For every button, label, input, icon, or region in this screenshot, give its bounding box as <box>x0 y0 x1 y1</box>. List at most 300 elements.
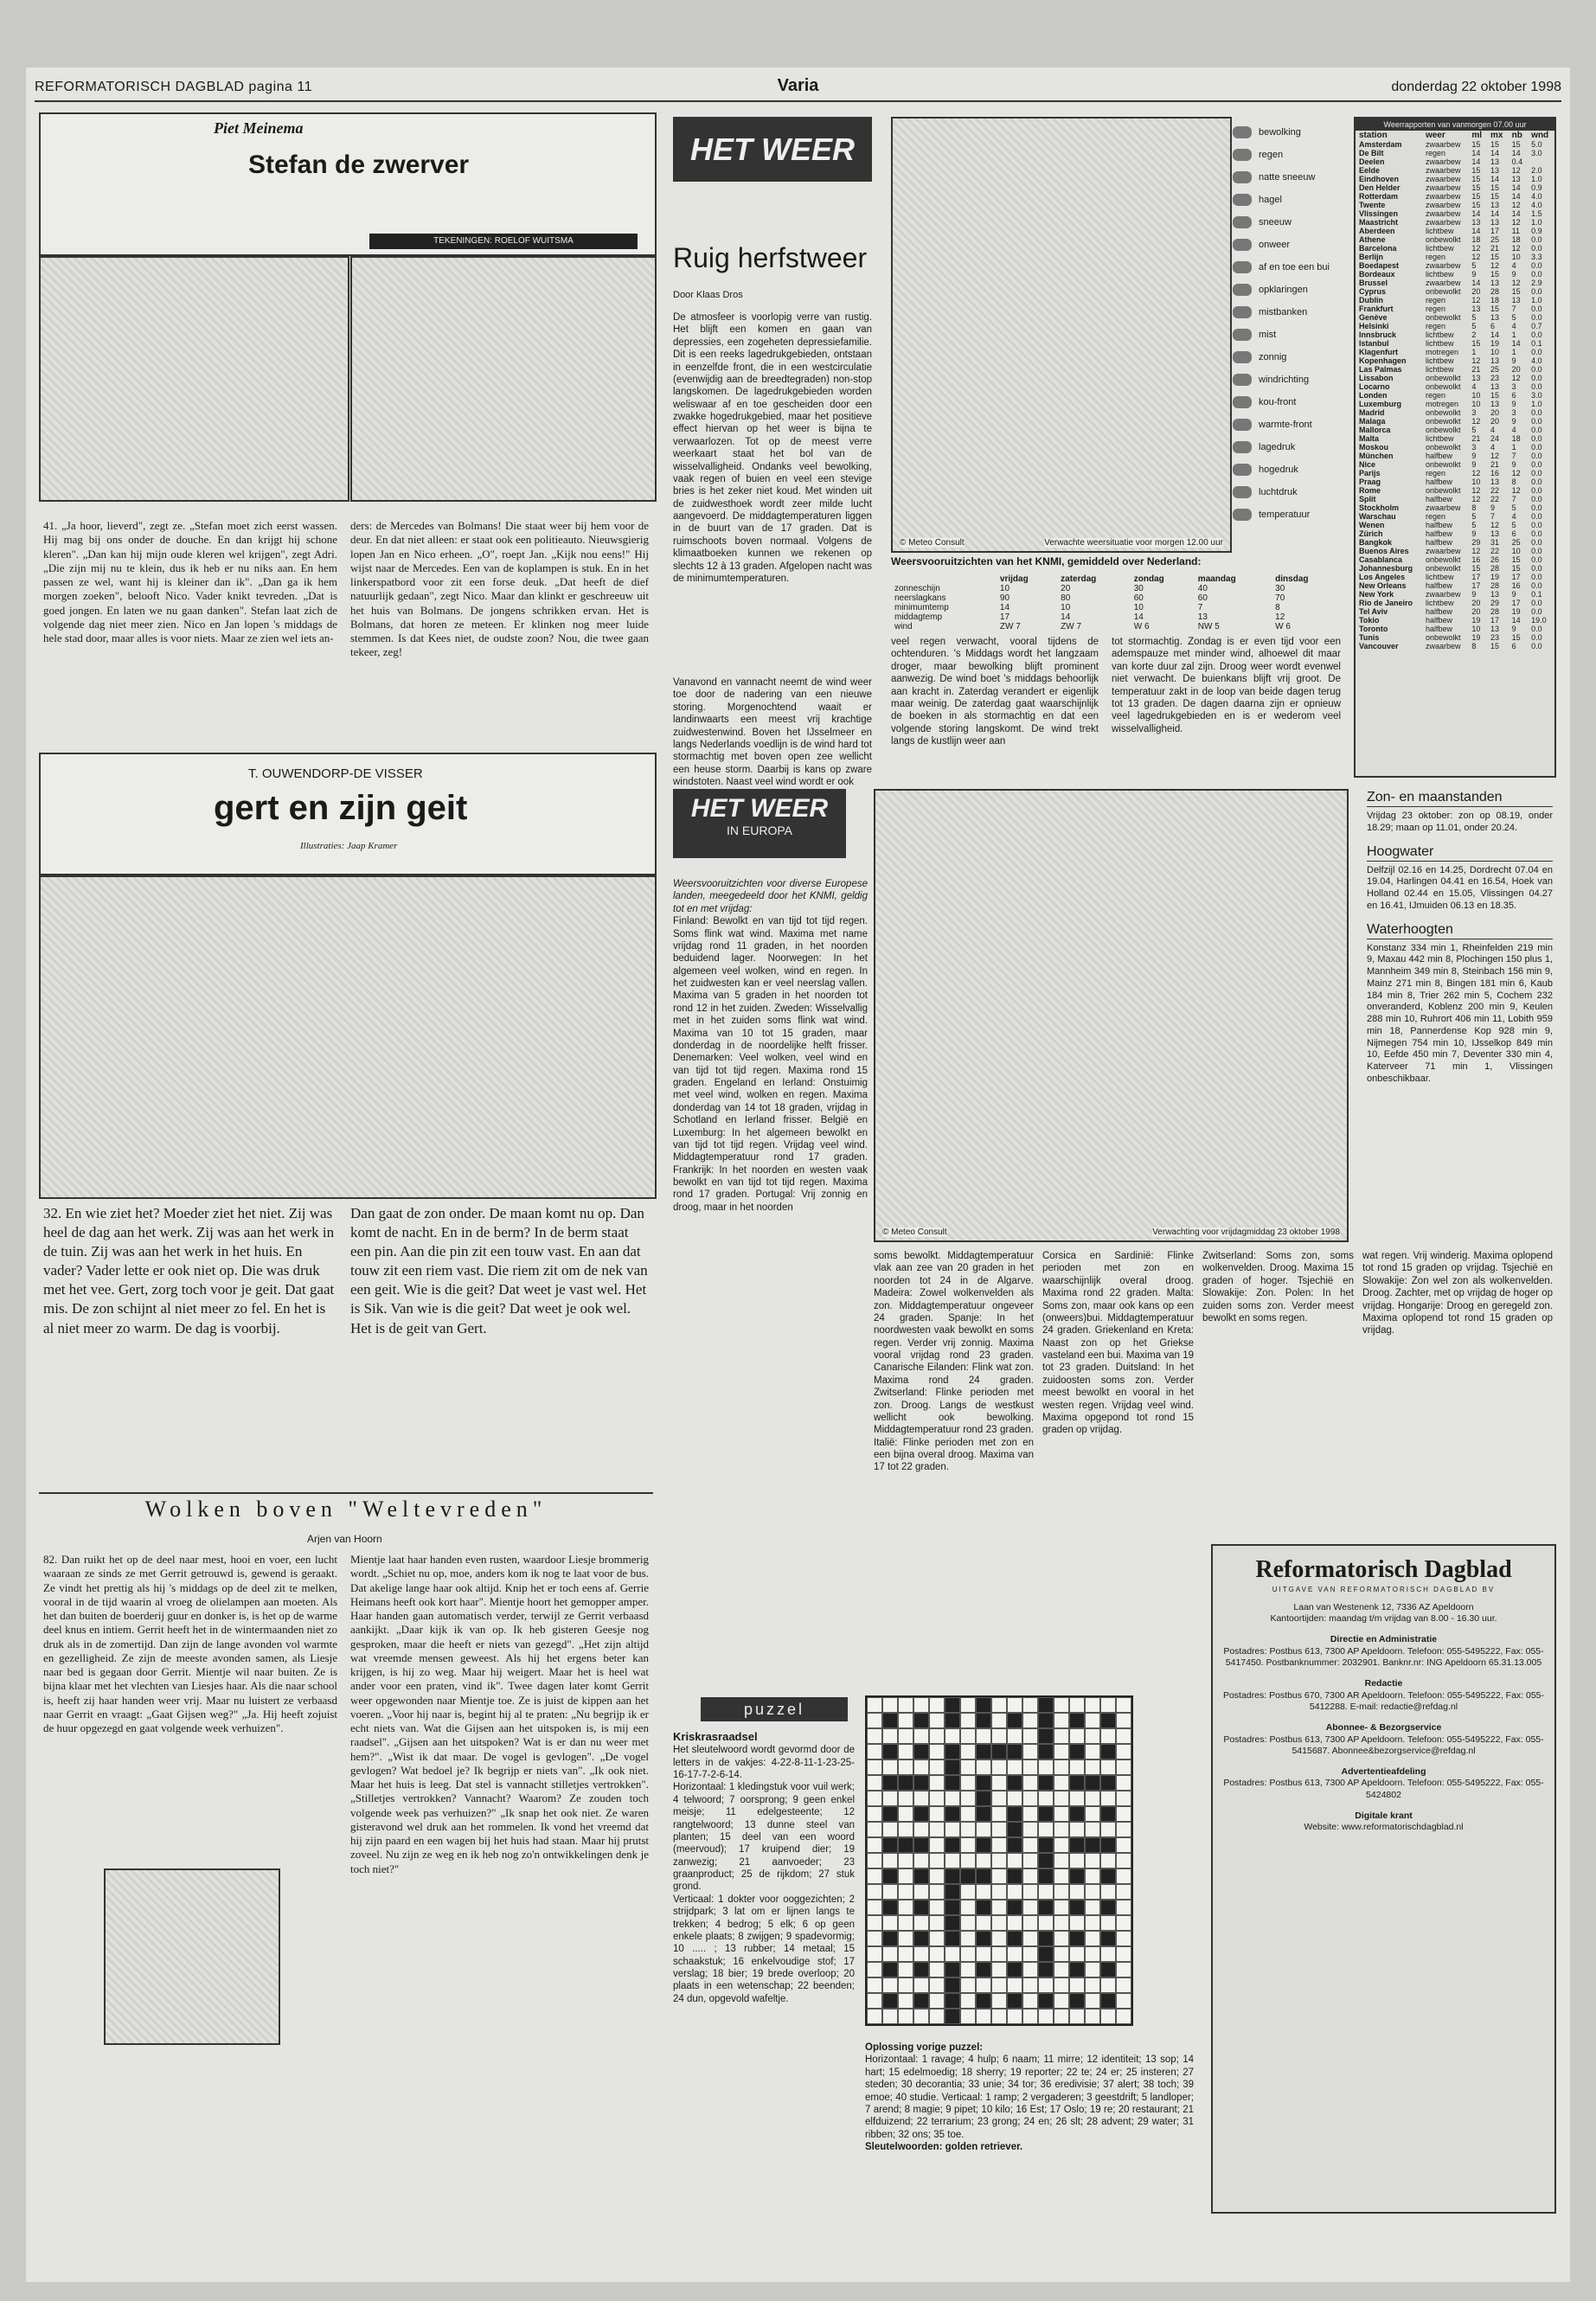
crossword-black-cell <box>913 1868 929 1884</box>
observations-cell: 12 <box>1471 253 1481 261</box>
crossword-cell <box>960 1713 976 1728</box>
observations-cell: 13 <box>1490 157 1499 166</box>
crossword-black-cell <box>976 1791 991 1806</box>
observations-cell: halfbew <box>1425 521 1452 529</box>
observations-cell: 12 <box>1471 495 1481 503</box>
observations-row <box>1356 469 1554 478</box>
observations-cell: 0.0 <box>1531 478 1542 486</box>
crossword-cell <box>1007 1915 1022 1931</box>
observations-cell: Malaga <box>1359 417 1386 426</box>
observations-cell: 22 <box>1490 495 1499 503</box>
observations-cell: 13 <box>1471 218 1481 227</box>
crossword-cell <box>898 1713 913 1728</box>
observations-cell: onbewolkt <box>1425 382 1461 391</box>
observations-cell: onbewolkt <box>1425 633 1461 642</box>
observations-cell: 10 <box>1471 478 1481 486</box>
forecast-cell: 30 <box>1133 584 1144 593</box>
observations-row <box>1356 642 1554 651</box>
crossword-cell <box>1069 1791 1085 1806</box>
observations-cell: 28 <box>1490 564 1499 573</box>
forecast-cell: ZW 7 <box>1061 622 1082 631</box>
observations-cell: 12 <box>1471 417 1481 426</box>
crossword-cell <box>1022 1822 1038 1837</box>
observations-row <box>1356 209 1554 218</box>
weather-symbol-icon <box>1233 126 1252 138</box>
observations-cell: Casablanca <box>1359 555 1403 564</box>
observations-cell: Los Angeles <box>1359 573 1406 581</box>
observations-cell: 8 <box>1511 478 1516 486</box>
crossword-cell <box>1022 1931 1038 1946</box>
crossword-cell <box>898 1806 913 1822</box>
crossword-cell <box>867 1900 882 1915</box>
crossword-black-cell <box>976 1713 991 1728</box>
crossword-black-cell <box>1038 1697 1054 1713</box>
observations-cell: 0.0 <box>1531 261 1542 270</box>
observations-cell: Tunis <box>1359 633 1380 642</box>
crossword-black-cell <box>991 1744 1007 1759</box>
crossword-cell <box>960 1900 976 1915</box>
observations-cell: 13 <box>1490 201 1499 209</box>
europa-col1 <box>673 878 868 1535</box>
weer-headline: Ruig herfstweer <box>673 242 868 273</box>
crossword-cell <box>960 1993 976 2009</box>
observations-cell: Lissabon <box>1359 374 1394 382</box>
forecast-row-label: middagtemp <box>894 612 943 622</box>
observations-cell: 0.0 <box>1531 244 1542 253</box>
crossword-black-cell <box>1038 1993 1054 2009</box>
crossword-cell <box>882 1791 898 1806</box>
observations-cell: Vlissingen <box>1359 209 1399 218</box>
wolken-text-col1: 82. Dan ruikt het op de deel naar mest, hooi en voer, een lucht waaraan ze sinds ze met Gerrit getrouwd is, gewend is geraakt. Ze vindt het prettig als hij 's middags op de deel zit te melken, vooral in de tijd waarin al vroeg de olielampen aan moeten. Als het dan buiten de boerderij guur en donker is, is het op de warme deel knus en intiem. Gerrit heeft het in de wintermaanden niet zo druk als in de zomertijd. Dan zijn de lange avonden vol warmte en gezelligheid. Ze zijn de meeste avonden samen, als Liesje naar bed is gegaan door Gerrit. Mientje wil naar buiten. Ze is bijna klaar met het vlechten van Liesjes haar. Als die naar school is, heeft zij haar handen weer vrij. Maar nu luistert ze verbaasd naar Gerrit en vraagt: „Gaat Gijsen weg?" „Ja. Hij heeft zojuist de huur opgezegd en gaat volgende week verhuizen". <box>43 1553 337 1734</box>
crossword-black-cell <box>976 1806 991 1822</box>
europa-sub: IN EUROPA <box>727 824 792 837</box>
observations-cell: zwaarbew <box>1425 590 1461 599</box>
crossword-black-cell <box>913 1806 929 1822</box>
observations-cell: 0.0 <box>1531 304 1542 313</box>
observations-cell: 25 <box>1511 538 1521 547</box>
wolken-illustration <box>104 1868 280 2045</box>
legend-label: opklaringen <box>1259 285 1308 295</box>
observations-cell: Istanbul <box>1359 339 1389 348</box>
crossword-cell <box>960 1915 976 1931</box>
observations-cell: 9 <box>1511 417 1516 426</box>
forecast-title: Weersvooruitzichten van het KNMI, gemiddeld over Nederland: <box>891 555 1202 567</box>
crossword-cell <box>898 1744 913 1759</box>
observations-cell: 0.0 <box>1531 555 1542 564</box>
crossword-cell <box>1022 1915 1038 1931</box>
observations-cell: 14 <box>1511 339 1521 348</box>
observations-cell: zwaarbew <box>1425 218 1461 227</box>
observations-cell: Londen <box>1359 391 1388 400</box>
crossword-cell <box>898 1900 913 1915</box>
observations-cell: Warschau <box>1359 512 1396 521</box>
observations-cell: onbewolkt <box>1425 417 1461 426</box>
observations-cell: 0.0 <box>1531 581 1542 590</box>
observations-cell: 7 <box>1490 512 1495 521</box>
legend-item <box>1233 324 1341 346</box>
crossword-cell <box>929 1993 945 2009</box>
crossword-cell <box>1022 1977 1038 1993</box>
observations-cell: 2.9 <box>1531 279 1542 287</box>
observations-cell: 18 <box>1511 235 1521 244</box>
observations-cell: 9 <box>1511 270 1516 279</box>
observations-row <box>1356 183 1554 192</box>
observations-cell: Luxemburg <box>1359 400 1402 408</box>
crossword-black-cell <box>945 1993 960 2009</box>
crossword-cell <box>913 1759 929 1775</box>
observations-row <box>1356 356 1554 365</box>
observations-cell: Eindhoven <box>1359 175 1400 183</box>
observations-cell: halfbew <box>1425 538 1452 547</box>
crossword-cell <box>882 2009 898 2024</box>
weather-symbol-icon <box>1233 419 1252 431</box>
observations-cell: 13 <box>1490 382 1499 391</box>
forecast-table <box>891 574 1341 631</box>
forecast-cell: 14 <box>1061 612 1071 622</box>
observations-cell: 28 <box>1490 607 1499 616</box>
observations-cell: lichtbew <box>1425 573 1454 581</box>
colophon-s4-title: Advertentieafdeling <box>1341 1766 1426 1777</box>
forecast-cell: 60 <box>1133 593 1144 603</box>
crossword-black-cell <box>913 1744 929 1759</box>
crossword-cell <box>882 1884 898 1900</box>
observations-cell: 0.0 <box>1531 512 1542 521</box>
observations-cell: 24 <box>1490 434 1499 443</box>
observations-cell: zwaarbew <box>1425 166 1461 175</box>
crossword-black-cell <box>1007 1868 1022 1884</box>
observations-cell: Buenos Aires <box>1359 547 1409 555</box>
colophon-s2: Postadres: Postbus 670, 7300 AR Apeldoorn. Telefoon: 055-5495222, Fax: 055-5412288. E-mail: redactie@refdag.nl <box>1222 1689 1545 1713</box>
observations-cell: 4.0 <box>1531 192 1542 201</box>
crossword-black-cell <box>1069 1837 1085 1853</box>
observations-cell: 0.9 <box>1531 227 1542 235</box>
weather-symbol-icon <box>1233 284 1252 296</box>
crossword-black-cell <box>1038 1962 1054 1977</box>
crossword-cell <box>1007 1853 1022 1868</box>
crossword-cell <box>991 1837 1007 1853</box>
crossword-cell <box>913 1853 929 1868</box>
observations-cell: 14 <box>1471 149 1481 157</box>
observations-cell: lichtbew <box>1425 365 1454 374</box>
comic-text-col1: 41. „Ja hoor, lieverd", zegt ze. „Stefan moet zich eerst wassen. Hij mag bij ons onder de douche. En dan krijgt hij schone kleren". „Dan kan hij mijn oude kleren wel krijgen", zegt Adri. „Die zijn mij nu te klein, dus ik heb er nu niks aan. En hem passen ze wel, want hij is kleiner dan ik". „Dan ga ik hem morgen zoeken", belooft Nico. Vader knikt tevreden. „Dat is goed jongen. En laten we nu gaan danken". Stefan laat zich de volgende dag niet meer zien. Nico en Jan lopen 's middags de hele stad door, maar alles is voor niets. Maar ze zien wel iets an- <box>43 519 337 644</box>
crossword-cell <box>1116 1697 1131 1713</box>
observations-cell: 0.0 <box>1531 564 1542 573</box>
observations-cell: Vancouver <box>1359 642 1399 651</box>
crossword-black-cell <box>1007 1993 1022 2009</box>
crossword-black-cell <box>1069 1931 1085 1946</box>
observations-cell: 2.0 <box>1531 166 1542 175</box>
observations-cell: onbewolkt <box>1425 374 1461 382</box>
crossword-cell <box>867 1993 882 2009</box>
observations-cell: 0.0 <box>1531 538 1542 547</box>
crossword-cell <box>1116 1744 1131 1759</box>
crossword-black-cell <box>882 1806 898 1822</box>
observations-cell: zwaarbew <box>1425 209 1461 218</box>
crossword-cell <box>960 1977 976 1993</box>
zon-title: Zon- en maanstanden <box>1367 789 1553 807</box>
observations-cell: regen <box>1425 304 1445 313</box>
observations-cell: 15 <box>1490 642 1499 651</box>
geit-poem-col2: Dan gaat de zon onder. De maan komt nu op. Dan komt de nacht. En in de berm? In de berm staat een pin. Aan die pin zit een touw vast. En aan dat touw zit een riem vast. Die riem zit om de nek van een geit. Wie is die geit? Dat weet je vast wel. Het is Sik. Van wie is die geit? Dat weet je ook wel. Het is de geit van Gert. <box>350 1205 648 1336</box>
crossword-cell <box>976 1822 991 1837</box>
crossword-cell <box>960 1931 976 1946</box>
crossword-cell <box>867 1977 882 1993</box>
waterhoogte-text: Konstanz 334 min 1, Rheinfelden 219 min 9, Maxau 442 min 8, Plochingen 150 plus 1, Mannheim 349 min 8, Steinbach 156 min 9, Mainz 271 min 8, Bingen 181 min 6, Kaub 184 min 8, Trier 262 min 5, Cochem 232 onveranderd, Koblenz 200 min 9, Keulen 288 min 10, Ruhrort 406 min 11, Lobith 959 min 18, Pannerdense Kop 928 min 9, Nijmegen 754 min 10, IJsselkop 849 min 10, Eefde 450 min 7, Deventer 330 min 4, Katerveer 71 min 1, Vlissingen onbeschikbaar. <box>1367 942 1553 1084</box>
crossword-cell <box>1116 1775 1131 1791</box>
observations-cell: 13 <box>1490 218 1499 227</box>
observations-cell: 0.0 <box>1531 313 1542 322</box>
observations-row <box>1356 521 1554 529</box>
crossword-cell <box>929 1915 945 1931</box>
observations-cell: 14 <box>1511 616 1521 625</box>
europa-col3: Corsica en Sardinië: Flinke perioden met zon en waarschijnlijk overal droog. Maxima rond 22 graden. Malta: Soms zon, maar ook kans op een (onweers)bui. Middagtemperatuur 24 graden. Griekenland en Kreta: Naast zon op het Griekse vasteland een bui. Maxima van 19 tot 23 graden. Duitsland: In het zuidoosten soms zon. Verder meest bewolkt en vooral in het westen regen. Vrijdag veel wind. Maxima opgepond tot rond 15 graden op vrijdag. <box>1042 1251 1194 1436</box>
crossword-cell <box>898 1946 913 1962</box>
observations-row <box>1356 512 1554 521</box>
wolken-author-row <box>39 1531 653 1548</box>
legend-label: hogedruk <box>1259 465 1298 475</box>
puzzel-horizontaal: Horizontaal: 1 kledingstuk voor vuil werk; 4 telwoord; 7 oorsprong; 9 geen enkel meisje; 11 edelgesteente; 12 rangtelwoord; 13 dunne steel van planten; 15 deel van een woord (meervoud); 17 kruipend dier; 19 zanwezig; 21 aanvoeder; 23 graanproduct; 25 de rijkdom; 27 stuk grond. <box>673 1782 855 1893</box>
observations-cell: 13 <box>1490 590 1499 599</box>
observations-cell: Kopenhagen <box>1359 356 1407 365</box>
europa-logo: HET WEER <box>690 794 829 823</box>
observations-cell: Moskou <box>1359 443 1389 452</box>
crossword-cell <box>1069 1822 1085 1837</box>
observations-cell: regen <box>1425 253 1445 261</box>
forecast-row <box>891 612 1341 622</box>
crossword-cell <box>1022 1775 1038 1791</box>
europa-col2: soms bewolkt. Middagtemperatuur vlak aan zee van 20 graden in het noorden tot 24 in de Algarve. Madeira: Zowel wolkenvelden als zon. Middagtemperatuur ongeveer 24 graden. Spanje: In het noordwesten vaak bewolkt en soms regen. Verder vrij zonnig. Maxima vooral vrijdag rond 23 graden. Canarische Eilanden: Flink wat zon. Maxima rond 24 graden. Zwitserland: Flinke perioden met zon. Droog. Langs de westkust wellicht ook bewolking. Middagtemperatuur rond 23 graden. Italië: Flinke perioden met zon en een bijna overal droog. Maxima van 17 tot 22 graden. <box>874 1251 1034 1473</box>
observations-cell: 0.1 <box>1531 339 1542 348</box>
observations-cell: Tel Aviv <box>1359 607 1388 616</box>
forecast-day: vrijdag <box>999 574 1029 584</box>
crossword-cell <box>1116 1962 1131 1977</box>
crossword-cell <box>945 1728 960 1744</box>
crossword-cell <box>1100 1884 1116 1900</box>
crossword-black-cell <box>1038 1837 1054 1853</box>
observations-cell: 12 <box>1471 486 1481 495</box>
forecast-cell: 40 <box>1197 584 1208 593</box>
crossword-cell <box>960 1744 976 1759</box>
observations-cell: 0.0 <box>1531 426 1542 434</box>
observations-cell: Rome <box>1359 486 1381 495</box>
crossword-cell <box>1100 1946 1116 1962</box>
forecast-cell: 20 <box>1061 584 1071 593</box>
crossword-cell <box>976 1759 991 1775</box>
legend-item <box>1233 346 1341 369</box>
observations-row <box>1356 313 1554 322</box>
crossword-black-cell <box>976 1744 991 1759</box>
crossword-cell <box>960 1759 976 1775</box>
observations-cell: 25 <box>1490 365 1499 374</box>
observations-cell: 17 <box>1511 573 1521 581</box>
observations-table <box>1356 131 1554 651</box>
crossword-cell <box>929 1853 945 1868</box>
header-date: donderdag 22 oktober 1998 <box>1391 80 1561 94</box>
crossword-cell <box>898 1962 913 1977</box>
observations-row <box>1356 287 1554 296</box>
crossword-cell <box>1022 2009 1038 2024</box>
forecast-cell: 14 <box>999 603 1010 612</box>
crossword-cell <box>976 2009 991 2024</box>
crossword-black-cell <box>1069 1713 1085 1728</box>
legend-label: af en toe een bui <box>1259 262 1330 272</box>
crossword-cell <box>929 1884 945 1900</box>
observations-cell: 14 <box>1490 330 1499 339</box>
observations-cell: onbewolkt <box>1425 460 1461 469</box>
crossword-cell <box>1054 1915 1069 1931</box>
legend-item <box>1233 503 1341 526</box>
observations-cell: Rotterdam <box>1359 192 1399 201</box>
forecast-row-label: neerslagkans <box>894 593 946 603</box>
observations-cell: München <box>1359 452 1394 460</box>
observations-row <box>1356 599 1554 607</box>
crossword-black-cell <box>976 1900 991 1915</box>
observations-row <box>1356 625 1554 633</box>
crossword-black-cell <box>1069 1993 1085 2009</box>
observations-cell: motregen <box>1425 400 1458 408</box>
observations-cell: 10 <box>1511 547 1521 555</box>
colophon-address: Laan van Westenenk 12, 7336 AZ Apeldoorn <box>1293 1601 1474 1612</box>
observations-cell: lichtbew <box>1425 330 1454 339</box>
observations-cell: 13 <box>1490 478 1499 486</box>
observations-row <box>1356 227 1554 235</box>
observations-cell: 5 <box>1511 313 1516 322</box>
observations-cell: 9 <box>1511 625 1516 633</box>
legend-item <box>1233 413 1341 436</box>
crossword-cell <box>1054 1697 1069 1713</box>
crossword-cell <box>867 1931 882 1946</box>
observations-cell: 15 <box>1471 140 1481 149</box>
crossword-cell <box>1116 1806 1131 1822</box>
crossword-black-cell <box>882 1931 898 1946</box>
crossword-cell <box>882 1977 898 1993</box>
observations-cell: 0.0 <box>1531 573 1542 581</box>
crossword-cell <box>1085 1868 1100 1884</box>
crossword-black-cell <box>1038 1744 1054 1759</box>
observations-cell: onbewolkt <box>1425 313 1461 322</box>
crossword-black-cell <box>913 1962 929 1977</box>
crossword-cell <box>1038 1791 1054 1806</box>
observations-cell: 5 <box>1471 313 1477 322</box>
observations-cell: 1.0 <box>1531 400 1542 408</box>
crossword-cell <box>1116 1900 1131 1915</box>
crossword-black-cell <box>1007 1744 1022 1759</box>
weer-body2: Vanavond en vannacht neemt de wind weer toe door de nadering van een nieuwe storing. Morgenochtend waait er landinwaarts een meest vrij krachtige zuidwestenwind. Boven het IJsselmeer en langs Nederlands voedlijn is de wind hard tot stormachtig met boven open zee wellicht een heuse storm. Daarbij is kans op zware windstoten. Naast veel wind wordt er ook <box>673 677 872 787</box>
crossword-black-cell <box>1038 1806 1054 1822</box>
observations-cell: Johannesburg <box>1359 564 1413 573</box>
crossword-cell <box>1116 1837 1131 1853</box>
observations-cell: 1 <box>1511 443 1516 452</box>
crossword-black-cell <box>945 1744 960 1759</box>
observations-cell: halfbew <box>1425 581 1452 590</box>
observations-cell: 0.0 <box>1531 495 1542 503</box>
zon-text: Vrijdag 23 oktober: zon op 08.19, onder 18.29; maan op 11.01, onder 20.24. <box>1367 811 1553 833</box>
legend-item <box>1233 436 1341 458</box>
crossword-cell <box>1054 1775 1069 1791</box>
crossword-cell <box>929 1728 945 1744</box>
crossword-cell <box>1038 1884 1054 1900</box>
weather-symbol-icon <box>1233 396 1252 408</box>
crossword-cell <box>1100 1853 1116 1868</box>
observations-cell: 1.0 <box>1531 296 1542 304</box>
observations-row <box>1356 322 1554 330</box>
colophon-title: Reformatorisch Dagblad <box>1255 1556 1512 1583</box>
observations-cell: 20 <box>1471 599 1481 607</box>
crossword-cell <box>913 1884 929 1900</box>
observations-cell: lichtbew <box>1425 270 1454 279</box>
crossword-cell <box>960 1946 976 1962</box>
crossword-cell <box>1054 1993 1069 2009</box>
observations-cell: 23 <box>1490 633 1499 642</box>
forecast-day: maandag <box>1197 574 1236 584</box>
crossword-black-cell <box>882 1962 898 1977</box>
observations-cell: Brussel <box>1359 279 1388 287</box>
observations-cell: lichtbew <box>1425 434 1454 443</box>
geit-poem-col1: 32. En wie ziet het? Moeder ziet het niet. Zij was heel de dag aan het werk. Zij was aan het werk in de tuin. Zij was aan het werk in het huis. En vader? Vader lette er ook niet op. Die was druk met het vee. Gert, zorg toch voor je geit. Dat gaat mis. De zon schijnt al niet meer zo fel. En het is al niet meer zo warm. De dag is voorbij. <box>43 1205 335 1336</box>
crossword-cell <box>1054 1977 1069 1993</box>
puzzel-label: puzzel <box>701 1697 848 1721</box>
crossword-cell <box>929 1868 945 1884</box>
observations-cell: 10 <box>1511 253 1521 261</box>
crossword-cell <box>960 1728 976 1744</box>
observations-cell: 12 <box>1511 469 1521 478</box>
crossword-black-cell <box>1038 1728 1054 1744</box>
puzzel-oplossing-title: Oplossing vorige puzzel: <box>865 2042 984 2053</box>
observations-row <box>1356 261 1554 270</box>
observations-cell: halfbew <box>1425 607 1452 616</box>
crossword-cell <box>1085 1697 1100 1713</box>
observations-cell: 1 <box>1511 348 1516 356</box>
forecast-cell: 60 <box>1197 593 1208 603</box>
observations-col-header: ml <box>1471 131 1482 140</box>
observations-cell: 14 <box>1490 149 1499 157</box>
crossword-cell <box>867 1822 882 1837</box>
crossword-cell <box>1038 1822 1054 1837</box>
crossword-black-cell <box>1100 1744 1116 1759</box>
observations-cell: 12 <box>1511 218 1521 227</box>
legend-item <box>1233 234 1341 256</box>
observations-row <box>1356 279 1554 287</box>
legend-item <box>1233 256 1341 279</box>
crossword-black-cell <box>945 1868 960 1884</box>
observations-title: Weerrapporten van vanmorgen 07.00 uur <box>1356 119 1554 131</box>
forecast-row <box>891 584 1341 593</box>
observations-row <box>1356 192 1554 201</box>
weather-symbol-icon <box>1233 486 1252 498</box>
observations-cell: 14 <box>1471 227 1481 235</box>
observations-row <box>1356 590 1554 599</box>
crossword-black-cell <box>1007 1931 1022 1946</box>
legend-label: lagedruk <box>1259 442 1296 452</box>
crossword-cell <box>991 1853 1007 1868</box>
crossword-cell <box>929 1775 945 1791</box>
crossword-cell <box>898 1884 913 1900</box>
crossword-cell <box>898 1728 913 1744</box>
crossword-cell <box>1022 1900 1038 1915</box>
legend-label: zonnig <box>1259 352 1287 362</box>
observations-row <box>1356 581 1554 590</box>
observations-cell: 4 <box>1511 512 1516 521</box>
crossword-cell <box>1007 2009 1022 2024</box>
observations-cell: 0.1 <box>1531 590 1542 599</box>
observations-cell: 1 <box>1511 330 1516 339</box>
legend-item <box>1233 166 1341 189</box>
crossword-cell <box>1116 1977 1131 1993</box>
observations-cell: halfbew <box>1425 495 1452 503</box>
crossword-black-cell <box>945 2009 960 2024</box>
crossword-cell <box>1100 2009 1116 2024</box>
crossword-black-cell <box>1100 1713 1116 1728</box>
